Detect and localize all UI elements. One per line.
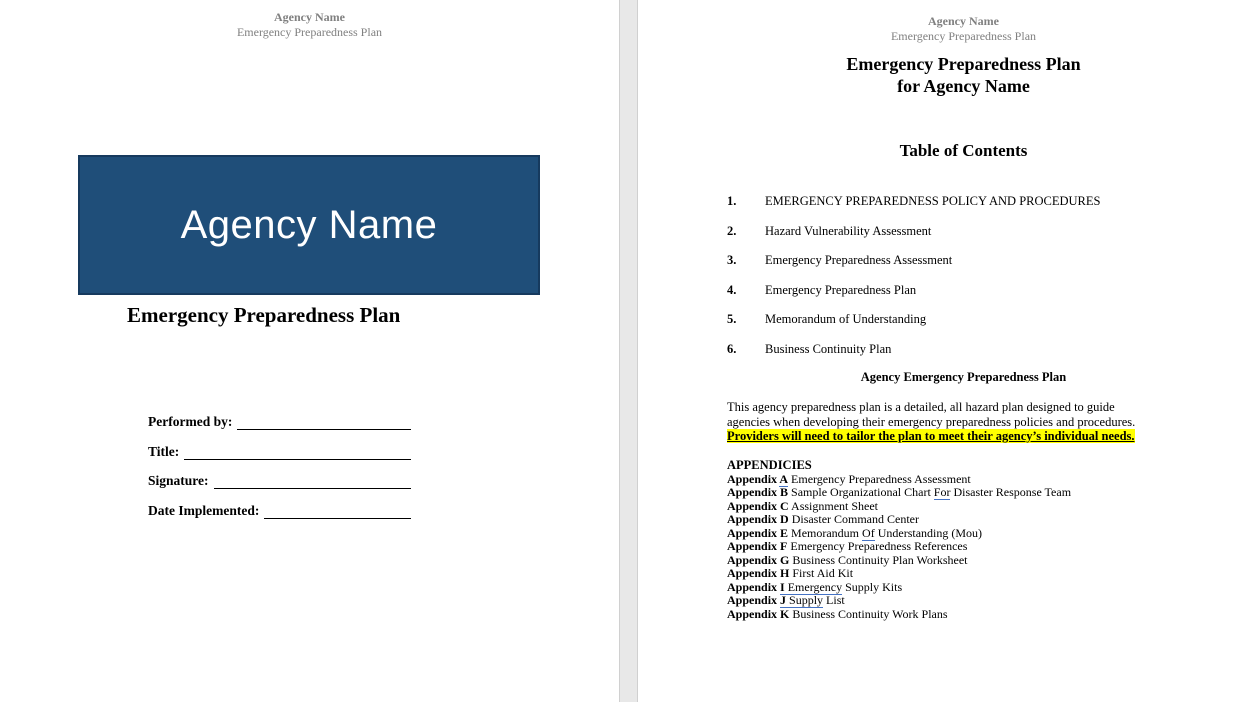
appendix-item-text: Business Continuity Plan Worksheet bbox=[789, 552, 968, 567]
toc-item bbox=[727, 224, 1207, 254]
intro-paragraph-text: This agency preparedness plan is a detailed, all hazard plan designed to guide agencies when developing their emergency preparedness policies and procedures. bbox=[727, 400, 1136, 429]
toc-item-label: Hazard Vulnerability Assessment bbox=[765, 223, 932, 238]
appendices-list bbox=[727, 473, 1207, 621]
appendix-item-text: Appendix G bbox=[727, 552, 790, 567]
toc-heading: Table of Contents bbox=[899, 141, 1028, 160]
form-label: Performed by: bbox=[148, 414, 233, 429]
appendix-item bbox=[727, 540, 1207, 553]
appendices-heading: APPENDICIES bbox=[727, 458, 812, 472]
form-row bbox=[148, 414, 411, 430]
appendix-item-text: Appendix C bbox=[727, 498, 789, 513]
appendix-item-text: Supply Kits bbox=[842, 579, 903, 594]
header-agency-name: Agency Name bbox=[274, 10, 345, 24]
appendix-item bbox=[727, 527, 1207, 540]
grammar-flagged-text: Emergency bbox=[784, 579, 843, 594]
fill-in-blank-line bbox=[214, 475, 411, 489]
toc-item-number: 6. bbox=[727, 341, 737, 356]
form-label: Signature: bbox=[148, 473, 209, 488]
toc-item-number: 3. bbox=[727, 253, 737, 267]
grammar-flagged-text: A bbox=[779, 472, 789, 486]
header-plan-name: Emergency Preparedness Plan bbox=[236, 25, 383, 39]
toc-item-label: Business Continuity Plan bbox=[765, 341, 892, 356]
appendix-item bbox=[727, 594, 1207, 607]
appendix-item bbox=[727, 513, 1207, 526]
toc-item-label: Emergency Preparedness Assessment bbox=[765, 253, 953, 267]
appendix-item-text: Assignment Sheet bbox=[788, 498, 879, 513]
appendix-item-text: Business Continuity Work Plans bbox=[789, 606, 948, 621]
appendix-item-text: Sample Organizational Chart bbox=[788, 485, 934, 500]
appendix-item bbox=[727, 581, 1207, 594]
toc-item-number: 4. bbox=[727, 282, 737, 297]
page1-running-header bbox=[0, 10, 619, 40]
toc-item-label: Emergency Preparedness Plan bbox=[765, 282, 917, 297]
appendix-item-text: First Aid Kit bbox=[789, 566, 854, 581]
header-agency-name: Agency Name bbox=[928, 14, 999, 28]
banner-text: Agency Name bbox=[180, 202, 438, 247]
appendix-item-text: Emergency Preparedness References bbox=[787, 539, 968, 554]
appendix-item bbox=[727, 486, 1207, 499]
agency-name-banner bbox=[78, 155, 540, 295]
form-label: Title: bbox=[148, 443, 180, 459]
appendix-item-text: Appendix H bbox=[727, 566, 790, 581]
appendix-item-text: Memorandum bbox=[788, 525, 863, 540]
toc-item bbox=[727, 194, 1207, 224]
appendix-item bbox=[727, 608, 1207, 621]
toc-item bbox=[727, 253, 1207, 283]
toc-item-number: 1. bbox=[727, 194, 737, 208]
document-page-2 bbox=[637, 0, 1240, 702]
appendix-item bbox=[727, 500, 1207, 513]
header-plan-name: Emergency Preparedness Plan bbox=[890, 29, 1037, 43]
appendix-item-text: Appendix E bbox=[727, 525, 789, 540]
page2-running-header bbox=[638, 14, 1240, 44]
appendix-item-text: Understanding (Mou) bbox=[874, 525, 983, 540]
appendix-item-text: Appendix F bbox=[727, 539, 788, 554]
appendix-item bbox=[727, 473, 1207, 486]
grammar-flagged-text: I bbox=[780, 579, 785, 594]
table-of-contents bbox=[727, 194, 1207, 371]
grammar-flagged-text: J bbox=[780, 593, 787, 608]
appendix-item-text: Emergency Preparedness Assessment bbox=[788, 472, 971, 486]
signature-form bbox=[148, 414, 411, 532]
document-title-line2: for Agency Name bbox=[897, 76, 1030, 96]
toc-item-label: Memorandum of Understanding bbox=[765, 312, 927, 326]
appendix-item bbox=[727, 554, 1207, 567]
section-heading: Agency Emergency Preparedness Plan bbox=[860, 370, 1067, 384]
fill-in-blank-line bbox=[264, 505, 411, 519]
appendix-item-text: Disaster Response Team bbox=[950, 485, 1072, 500]
appendix-item-text: Appendix D bbox=[727, 512, 789, 527]
toc-item bbox=[727, 283, 1207, 313]
grammar-flagged-text: Of bbox=[862, 525, 875, 540]
fill-in-blank-line bbox=[237, 416, 411, 430]
toc-item-number: 5. bbox=[727, 312, 737, 326]
appendix-item-text: Disaster Command Center bbox=[788, 512, 919, 527]
toc-item-label: EMERGENCY PREPAREDNESS POLICY AND PROCEDURES bbox=[765, 194, 1101, 208]
toc-item bbox=[727, 312, 1207, 342]
form-row bbox=[148, 444, 411, 460]
cover-title: Emergency Preparedness Plan bbox=[127, 303, 401, 327]
form-row bbox=[148, 503, 411, 519]
toc-item-number: 2. bbox=[727, 223, 737, 238]
fill-in-blank-line bbox=[184, 446, 411, 460]
document-title bbox=[638, 53, 1240, 97]
appendix-item bbox=[727, 567, 1207, 580]
toc-item bbox=[727, 342, 1207, 372]
form-row bbox=[148, 473, 411, 489]
highlighted-sentence: Providers will need to tailor the plan to meet their agency’s individual needs. bbox=[727, 429, 1135, 444]
intro-paragraph bbox=[727, 400, 1148, 444]
grammar-flagged-text: Supply bbox=[786, 593, 824, 608]
appendix-item-text: Appendix B bbox=[727, 485, 789, 500]
appendix-item-text: List bbox=[823, 593, 845, 608]
form-label: Date Implemented: bbox=[148, 502, 260, 518]
grammar-flagged-text: For bbox=[933, 485, 951, 500]
document-title-line1: Emergency Preparedness Plan bbox=[846, 54, 1081, 74]
appendix-item-text: Appendix bbox=[727, 579, 781, 594]
appendix-item-text: Appendix K bbox=[727, 606, 790, 621]
appendix-item-text: Appendix bbox=[727, 593, 781, 608]
appendix-item-text: Appendix bbox=[727, 472, 780, 486]
